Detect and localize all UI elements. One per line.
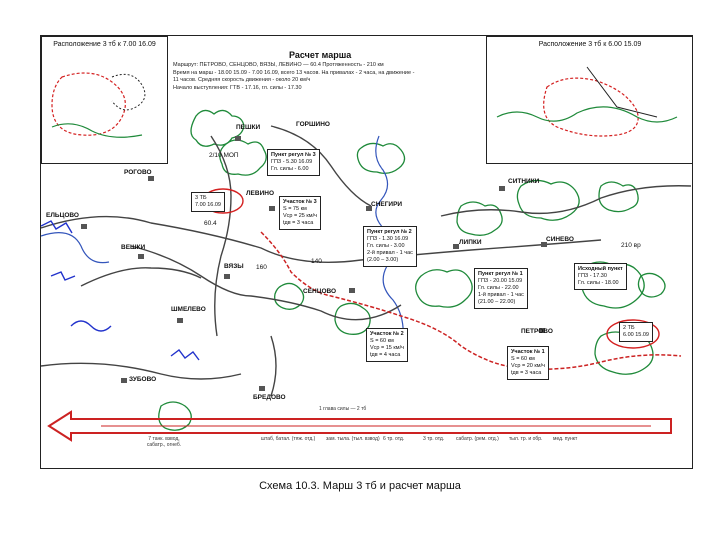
place-label: ЛИПКИ <box>459 239 482 246</box>
mark-3tb-label: 3 ТБ <box>195 195 207 201</box>
box-line: ГПЗ - 5.30 16.09 <box>271 159 313 165</box>
place-label: СНЕГИРИ <box>371 201 403 208</box>
figure-caption: Схема 10.3. Марш 3 тб и расчет марша <box>259 480 461 492</box>
reg1-box <box>474 268 528 309</box>
calc-line: Время на марш - 18.00 15.09 - 7.00 16.09, всего 13 часов. На привалах - 2 часа, на движение - <box>173 69 415 76</box>
place-label: ВЕШКИ <box>121 244 146 251</box>
column-item: 6 тр. отд. <box>383 436 405 442</box>
uch2-box <box>366 328 408 362</box>
box-line: ГПЗ - 20.00 15.09 <box>478 278 523 284</box>
box-line: (2.00 – 3.00) <box>367 257 399 263</box>
place-label: ПЕТРОВО <box>521 328 553 335</box>
inset-left-title: Расположение 3 тб к 7.00 16.09 <box>53 41 156 48</box>
place-label: ГОРШИНО <box>296 121 330 128</box>
box-line: ГПЗ - 17.30 <box>578 273 607 279</box>
box-line: tдв = 4 часа <box>370 352 401 358</box>
inset-right <box>486 36 693 164</box>
box-line: S = 60 км <box>370 338 394 344</box>
calc-title: Расчет марша <box>289 50 352 60</box>
box-line: tдв = 3 часа <box>511 370 542 376</box>
place-label: ЕЛЬЦОВО <box>46 212 79 219</box>
inset-right-title: Расположение 3 тб к 6.00 15.09 <box>538 41 642 48</box>
uch3-box <box>279 196 321 230</box>
height-label: 160 <box>256 264 267 271</box>
box-line: 1-й привал - 1 час <box>478 292 524 298</box>
column-item: сабатр. (рем. отд.) <box>456 436 499 442</box>
box-line: ГПЗ - 1.30 16.09 <box>367 236 409 242</box>
inset-left-drawing <box>42 37 167 163</box>
column-item: штаб, батал. (тяж. отд.) <box>261 436 316 442</box>
column-item: зам. тыла. (тыл. взвод) <box>326 436 380 442</box>
place-label: СИТНИКИ <box>508 178 540 185</box>
mark-210-label: 210 вр <box>621 242 641 249</box>
box-line: (21.00 – 22.00) <box>478 299 516 305</box>
box-line: Гл. силы - 22.00 <box>478 285 519 291</box>
place-label: РОГОВО <box>124 169 152 176</box>
place-label: ШМЕЛЕВО <box>171 306 206 313</box>
box-line: Гл. силы - 18.00 <box>578 280 619 286</box>
column-item: 7 танк. взвод, сабатр., огнеб. <box>146 436 182 448</box>
map-frame <box>40 35 693 469</box>
box-line: Исходный пункт <box>578 266 623 272</box>
mark-2tb <box>619 322 653 342</box>
reg3-box <box>267 149 320 176</box>
inset-right-drawing <box>487 37 693 163</box>
inset-left <box>41 36 168 164</box>
place-label: ВЯЗЫ <box>224 263 244 270</box>
box-line: Гл. силы - 3.00 <box>367 243 405 249</box>
box-line: Vср = 20 км/ч <box>511 363 545 369</box>
box-line: Пункт регул № 1 <box>478 271 523 277</box>
box-line: Участок № 2 <box>370 331 404 337</box>
calc-line: 11 часов. Средняя скорость движения - около 20 км/ч <box>173 77 311 83</box>
calc-line: Начало выступления: ГТВ - 17.16, гл. силы - 17.30 <box>173 84 302 91</box>
place-label: СЕНЦОВО <box>303 288 337 295</box>
place-label: БРЕДОВО <box>253 394 286 401</box>
place-label: ПЕШКИ <box>236 124 261 131</box>
calc-line: Маршрут: ПЕТРОВО, СЕНЦОВО, ВЯЗЫ, ЛЕВИНО — 60.4 Протяженность - 210 км <box>173 62 384 68</box>
start-point-box <box>574 263 627 290</box>
column-item: 3 тр. отд. <box>423 436 445 442</box>
box-line: Гл. силы - 6.00 <box>271 166 309 172</box>
box-line: Участок № 3 <box>283 199 317 205</box>
box-line: S = 60 км <box>511 356 535 362</box>
mark-3tb <box>191 192 225 212</box>
box-line: Пункт регул № 3 <box>271 152 316 158</box>
calc-text <box>173 62 481 92</box>
column-item: мед. пункт <box>553 436 578 442</box>
reg2-box <box>363 226 417 267</box>
place-label: ЗУБОВО <box>129 376 157 383</box>
mark-2tb-time: 6.00 15.09 <box>623 332 649 338</box>
march-route <box>261 232 681 369</box>
enemy-marks <box>41 221 199 360</box>
height-label: 140 <box>311 258 322 265</box>
mark-2tb-label: 2 ТБ <box>623 325 635 331</box>
box-line: Vср = 15 км/ч <box>370 345 404 351</box>
uch1-box <box>507 346 549 380</box>
place-label: ЛЕВИНО <box>246 190 275 197</box>
box-line: Vср = 25 км/ч <box>283 213 317 219</box>
box-line: S = 75 км <box>283 206 307 212</box>
box-line: Пункт регул № 2 <box>367 229 412 235</box>
column-head-label: 1 глава силы — 2 тб <box>319 406 367 412</box>
column-item: тыл. тр. и обр. <box>509 436 543 442</box>
box-line: 2-й привал - 1 час <box>367 250 413 256</box>
place-label: СИНЕВО <box>546 236 574 243</box>
box-line: tдв = 3 часа <box>283 220 314 226</box>
mop-label: 2/10 МОП <box>209 152 239 159</box>
elevation-label: 60.4 <box>204 220 217 227</box>
mark-3tb-time: 7.00 16.09 <box>195 202 221 208</box>
box-line: Участок № 1 <box>511 349 545 355</box>
